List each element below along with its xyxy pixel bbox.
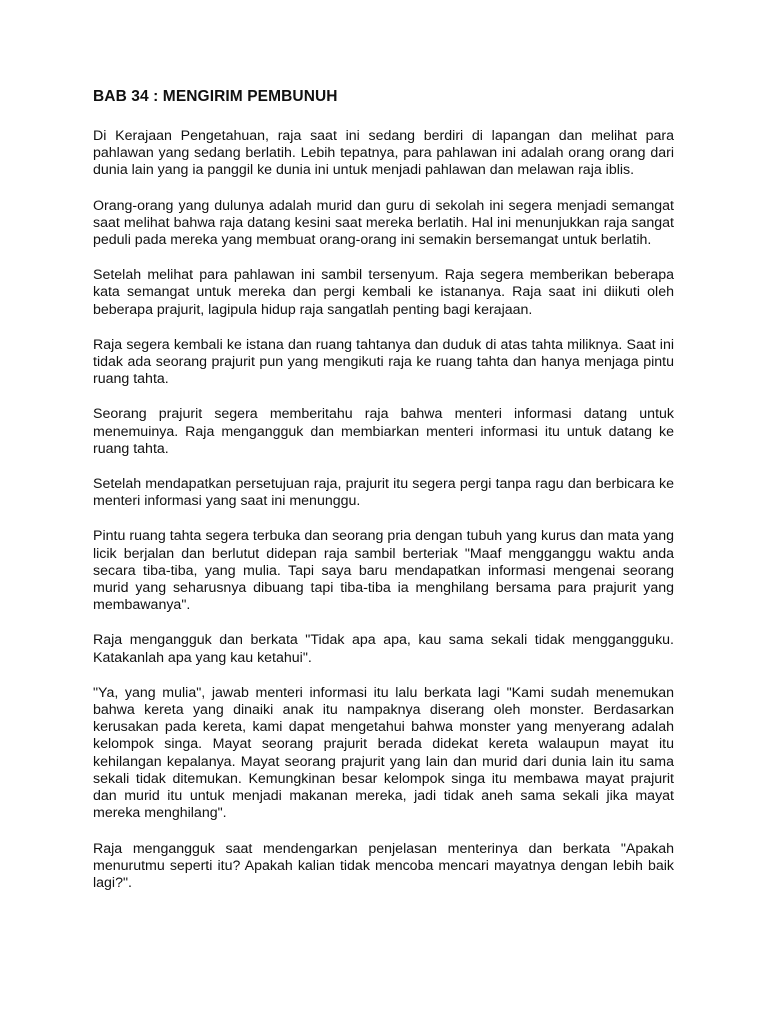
paragraph-9: "Ya, yang mulia", jawab menteri informasi itu lalu berkata lagi "Kami sudah menemukan bahwa kereta yang dinaiki anak itu nampaknya diserang oleh monster. Berdasarkan kerusakan pada kereta, kami dapat mengetahui bahwa monster yang menyerang adalah kelompok singa. Mayat seorang prajurit berada didekat kereta walaupun mayat itu kehilangan kepalanya. Mayat seorang prajurit yang lain dan murid dari dunia lain itu sama sekali tidak ditemukan. Kemungkinan besar kelompok singa itu membawa mayat prajurit dan murid itu untuk menjadi makanan mereka, jadi tidak aneh sama sekali jika mayat mereka menghilang". bbox=[93, 684, 674, 822]
paragraph-10: Raja mengangguk saat mendengarkan penjelasan menterinya dan berkata "Apakah menurutmu seperti itu? Apakah kalian tidak mencoba mencari mayatnya dengan lebih baik lagi?". bbox=[93, 840, 674, 891]
paragraph-4: Raja segera kembali ke istana dan ruang tahtanya dan duduk di atas tahta miliknya. Saat ini tidak ada seorang prajurit pun yang mengikuti raja ke ruang tahta dan hanya menjaga pintu ruang tahta. bbox=[93, 336, 674, 388]
chapter-title: BAB 34 : MENGIRIM PEMBUNUH bbox=[93, 88, 338, 105]
paragraph-3: Setelah melihat para pahlawan ini sambil tersenyum. Raja segera memberikan beberapa kata semangat untuk mereka dan pergi kembali ke istananya. Raja saat ini diikuti oleh beberapa prajurit, lagipula hidup raja sangatlah penting bagi kerajaan. bbox=[93, 267, 674, 318]
paragraph-1: Di Kerajaan Pengetahuan, raja saat ini sedang berdiri di lapangan dan melihat para pahlawan yang sedang berlatih. Lebih tepatnya, para pahlawan ini adalah orang orang dari dunia lain yang ia panggil ke dunia ini untuk menjadi pahlawan dan melawan raja iblis. bbox=[93, 128, 674, 179]
paragraph-7: Pintu ruang tahta segera terbuka dan seorang pria dengan tubuh yang kurus dan mata yang licik berjalan dan berlutut didepan raja sambil berteriak "Maaf mengganggu waktu anda secara tiba-tiba, yang mulia. Tapi saya baru mendapatkan informasi mengenai seorang murid yang seharusnya dibuang tapi tiba-tiba ia menghilang bersama para prajurit yang membawanya". bbox=[93, 528, 674, 614]
document-body bbox=[93, 87, 674, 892]
paragraph-6: Setelah mendapatkan persetujuan raja, prajurit itu segera pergi tanpa ragu dan berbicara ke menteri informasi yang saat ini menunggu. bbox=[93, 476, 674, 510]
paragraph-8: Raja mengangguk dan berkata "Tidak apa apa, kau sama sekali tidak menggangguku. Katakanlah apa yang kau ketahui". bbox=[93, 632, 674, 666]
paragraph-2: Orang-orang yang dulunya adalah murid dan guru di sekolah ini segera menjadi semangat saat melihat bahwa raja datang kesini saat mereka berlatih. Hal ini menunjukkan raja sangat peduli pada mereka yang membuat orang-orang ini semakin bersemangat untuk berlatih. bbox=[93, 197, 674, 249]
paragraph-5: Seorang prajurit segera memberitahu raja bahwa menteri informasi datang untuk menemuinya. Raja mengangguk dan membiarkan menteri informasi itu untuk datang ke ruang tahta. bbox=[93, 406, 674, 457]
